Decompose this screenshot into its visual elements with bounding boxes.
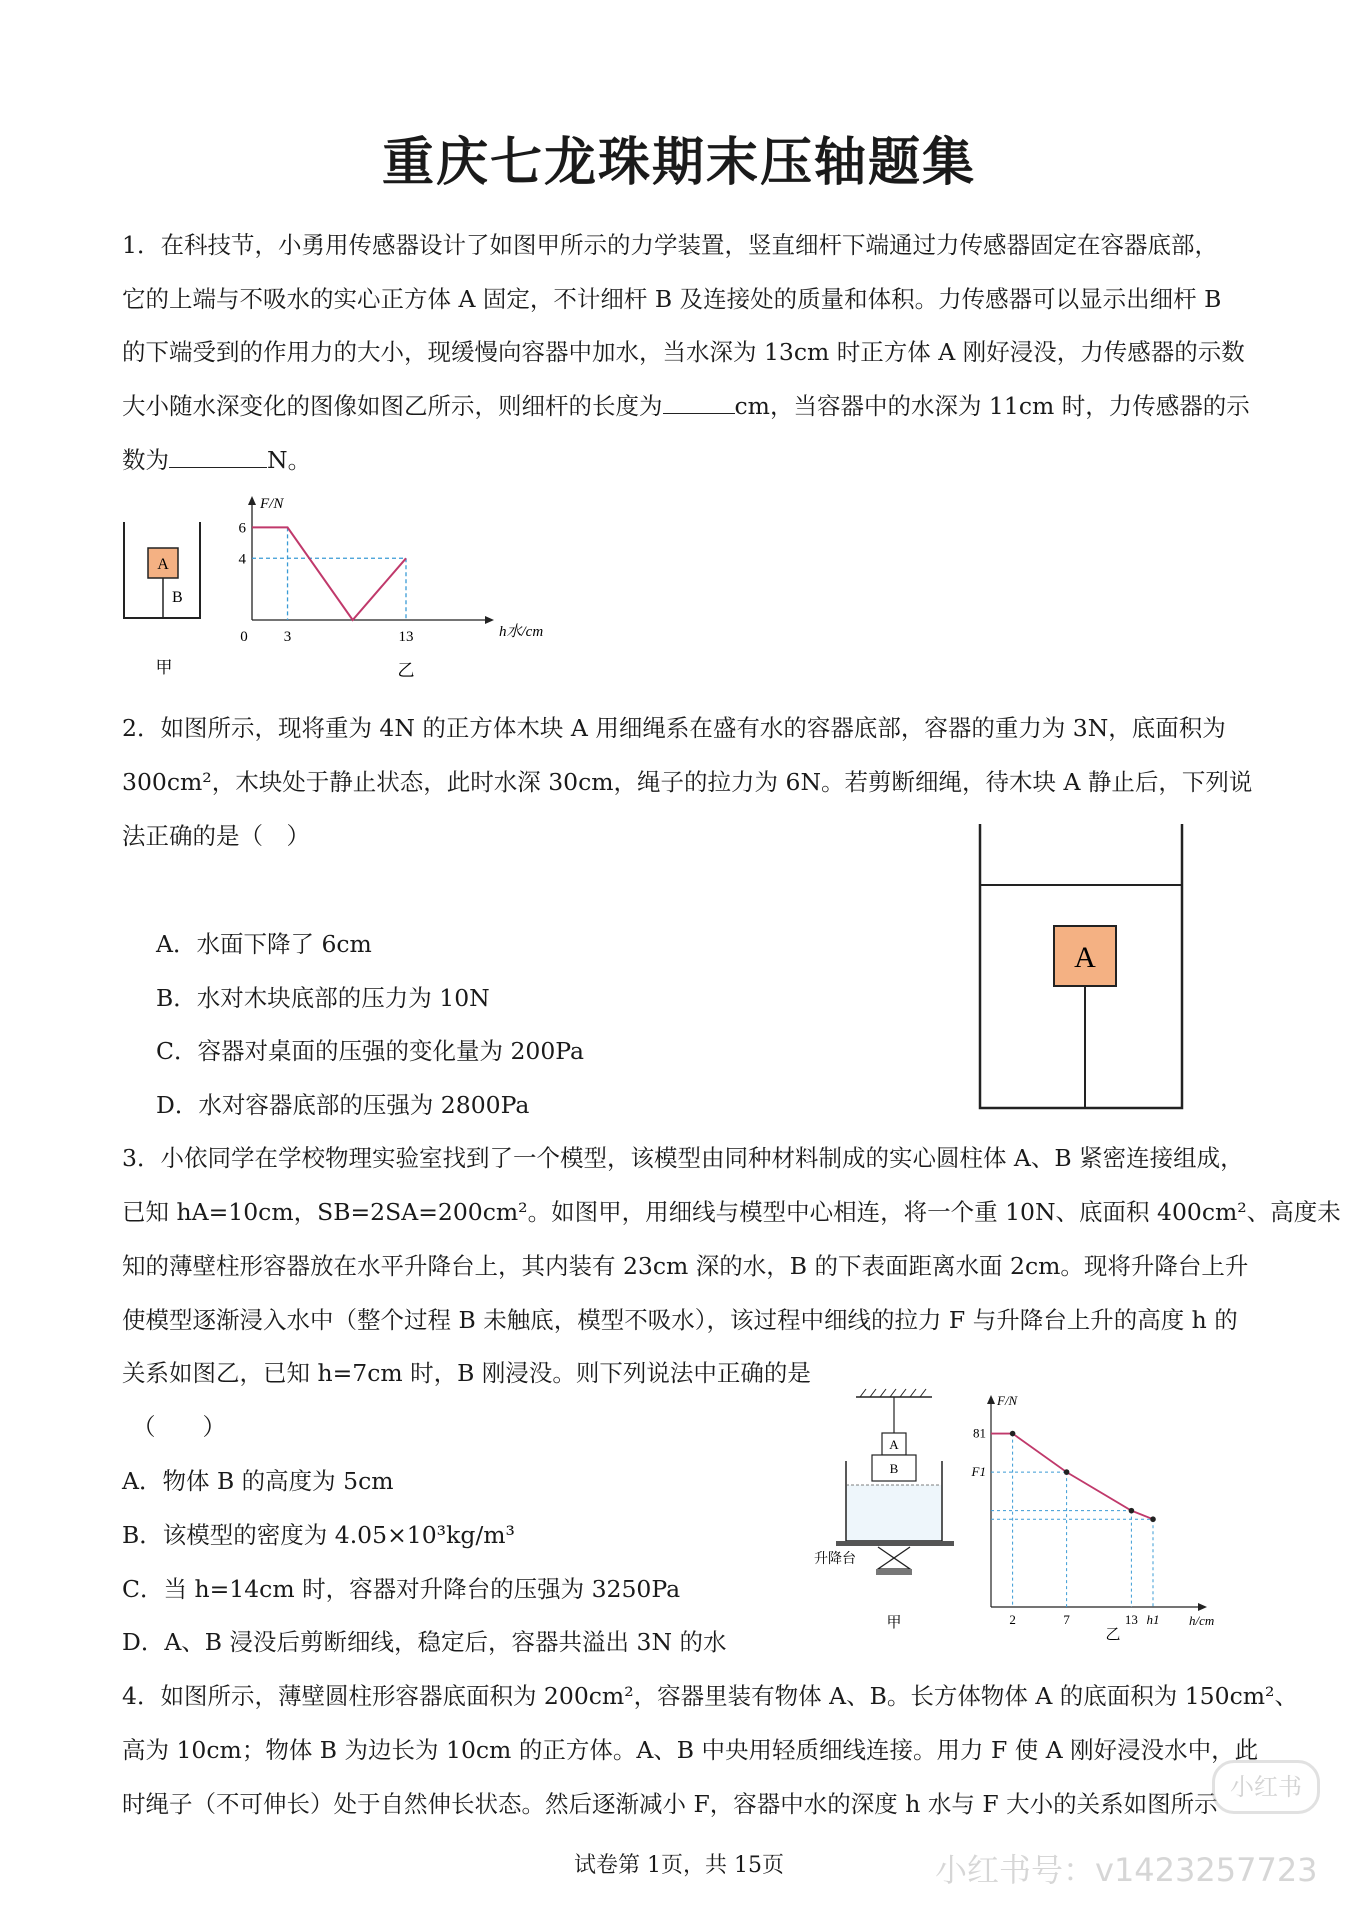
watermark-badge: 小红书	[1212, 1760, 1320, 1814]
page-title: 重庆七龙珠期末压轴题集	[381, 133, 976, 193]
q2-figure	[970, 820, 1190, 1120]
q1-x-tick-3: 3	[283, 629, 292, 645]
q3-x-tick-7: 7	[1063, 1612, 1070, 1627]
q2-option-d[interactable]: D．水对容器底部的压强为 2800Pa	[156, 1091, 530, 1119]
q3-line-3: 知的薄壁柱形容器放在水平升降台上，其内装有 23cm 深的水，B 的下表面距离水面 2cm。现将升降台上升	[122, 1252, 1249, 1280]
q1-line-2: 它的上端与不吸水的实心正方体 A 固定，不计细杆 B 及连接处的质量和体积。力传感器可以显示出细杆 B	[122, 285, 1222, 313]
q1-chart-yi	[225, 490, 545, 680]
q1-y-tick-4: 4	[238, 551, 246, 568]
q3-option-b[interactable]: B．该模型的密度为 4.05×10³kg/m³	[122, 1521, 515, 1549]
q3-caption-jia: 甲	[886, 1615, 902, 1631]
q3-chart-yi	[965, 1385, 1223, 1643]
q1-blank-1[interactable]	[663, 393, 735, 414]
q1-line-5	[122, 441, 311, 475]
q3-series-line	[991, 1434, 1153, 1520]
q3-figure-jia	[814, 1385, 965, 1635]
q3-x-tick-h1: h1	[1146, 1612, 1160, 1627]
q3-platform-label: 升降台	[814, 1552, 856, 1567]
q1-block-a-label: A	[157, 556, 169, 573]
q3-caption-yi: 乙	[1105, 1627, 1121, 1643]
q3-x-tick-2: 2	[1009, 1612, 1016, 1627]
q3-x-tick-13: 13	[1124, 1612, 1138, 1627]
q3-y-tick-81: 81	[973, 1425, 986, 1441]
q3-point-1	[1064, 1469, 1070, 1475]
q1-x-axis-arrow	[485, 616, 494, 624]
q1-line-4	[122, 387, 1250, 421]
q1-figure-jia	[112, 510, 222, 685]
q3-y-label: F/N	[997, 1393, 1018, 1408]
q3-point-3	[1150, 1516, 1156, 1522]
q3-platform	[836, 1541, 954, 1546]
q3-point-0	[1010, 1431, 1016, 1437]
q1-line-4-text-a: 大小随水深变化的图像如图乙所示，则细杆的长度为	[122, 392, 663, 420]
q1-series-line	[252, 527, 406, 620]
q2-line-3: 法正确的是（ ）	[122, 822, 310, 850]
q1-line-5-text-b: N。	[267, 446, 312, 474]
q3-point-2	[1129, 1508, 1135, 1514]
watermark-account: 小红书号：v1423257723	[935, 1851, 1318, 1889]
q2-line-1: 2．如图所示，现将重为 4N 的正方体木块 A 用细绳系在盛有水的容器底部，容器的重力为 3N，底面积为	[122, 714, 1226, 742]
q1-line-3: 的下端受到的作用力的大小，现缓慢向容器中加水，当水深为 13cm 时正方体 A 刚好浸没，力传感器的示数	[122, 338, 1245, 366]
q4-line-2: 高为 10cm；物体 B 为边长为 10cm 的正方体。A、B 中央用轻质细线连接。用力 F 使 A 刚好浸没水中，此	[122, 1736, 1259, 1764]
q1-line-4-text-b: cm，当容器中的水深为 11cm 时，力传感器的示	[734, 392, 1250, 420]
q3-base	[876, 1569, 912, 1575]
q3-y-tick-F1: F1	[971, 1464, 986, 1480]
q4-line-3: 时绳子（不可伸长）处于自然伸长状态。然后逐渐减小 F，容器中水的深度 h 水与 F 大小的关系如图所示	[122, 1790, 1218, 1818]
q1-y-label: F/N	[260, 496, 284, 512]
q3-line-5: 关系如图乙，已知 h=7cm 时，B 刚浸没。则下列说法中正确的是	[122, 1359, 811, 1387]
q3-line-1: 3．小依同学在学校物理实验室找到了一个模型，该模型由同种材料制成的实心圆柱体 A、B 紧密连接组成，	[122, 1144, 1244, 1172]
q3-block-a-label: A	[889, 1437, 899, 1452]
page-footer: 试卷第 1页，共 15页	[574, 1853, 784, 1878]
q3-option-d[interactable]: D．A、B 浸没后剪断细线，稳定后，容器共溢出 3N 的水	[122, 1628, 727, 1656]
q1-x-label: h水/cm	[499, 624, 544, 640]
q1-caption-jia: 甲	[155, 658, 173, 677]
q3-x-label: h/cm	[1189, 1613, 1215, 1628]
q3-block-b-label: B	[889, 1461, 899, 1476]
q2-option-a[interactable]: A．水面下降了 6cm	[156, 930, 372, 958]
q1-caption-yi: 乙	[397, 661, 415, 680]
q1-x-tick-0: 0	[240, 629, 248, 645]
q3-x-axis-arrow	[1198, 1603, 1207, 1611]
q3-line-2: 已知 hA=10cm，SB=2SA=200cm²。如图甲，用细线与模型中心相连，将一个重 10N、底面积 400cm²、高度未	[122, 1198, 1341, 1226]
q1-y-axis-arrow	[248, 496, 256, 505]
q3-option-a[interactable]: A．物体 B 的高度为 5cm	[122, 1467, 394, 1495]
q2-option-c[interactable]: C．容器对桌面的压强的变化量为 200Pa	[156, 1037, 585, 1065]
q2-option-b[interactable]: B．水对木块底部的压力为 10N	[156, 984, 490, 1012]
q1-rod-b-label: B	[172, 589, 183, 606]
q3-water	[846, 1485, 942, 1541]
q3-line-6: （ ）	[132, 1413, 226, 1441]
q1-y-tick-6: 6	[238, 520, 246, 537]
q1-blank-2[interactable]	[169, 447, 267, 468]
q3-option-c[interactable]: C．当 h=14cm 时，容器对升降台的压强为 3250Pa	[122, 1575, 681, 1603]
q4-line-1: 4．如图所示，薄壁圆柱形容器底面积为 200cm²，容器里装有物体 A、B。长方体物体 A 的底面积为 150cm²、	[122, 1682, 1298, 1710]
q2-block-a-label: A	[1074, 941, 1096, 974]
q1-line-5-text-a: 数为	[122, 446, 169, 474]
q2-line-2: 300cm²，木块处于静止状态，此时水深 30cm，绳子的拉力为 6N。若剪断细绳，待木块 A 静止后，下列说	[122, 768, 1253, 796]
q3-line-4: 使模型逐渐浸入水中（整个过程 B 未触底，模型不吸水），该过程中细线的拉力 F 与升降台上升的高度 h 的	[122, 1306, 1238, 1334]
q1-line-1: 1．在科技节，小勇用传感器设计了如图甲所示的力学装置，竖直细杆下端通过力传感器固定在容器底部，	[122, 231, 1218, 259]
q1-x-tick-13: 13	[398, 629, 414, 645]
q3-scissor-lift	[878, 1547, 910, 1569]
q3-y-axis-arrow	[987, 1395, 995, 1404]
